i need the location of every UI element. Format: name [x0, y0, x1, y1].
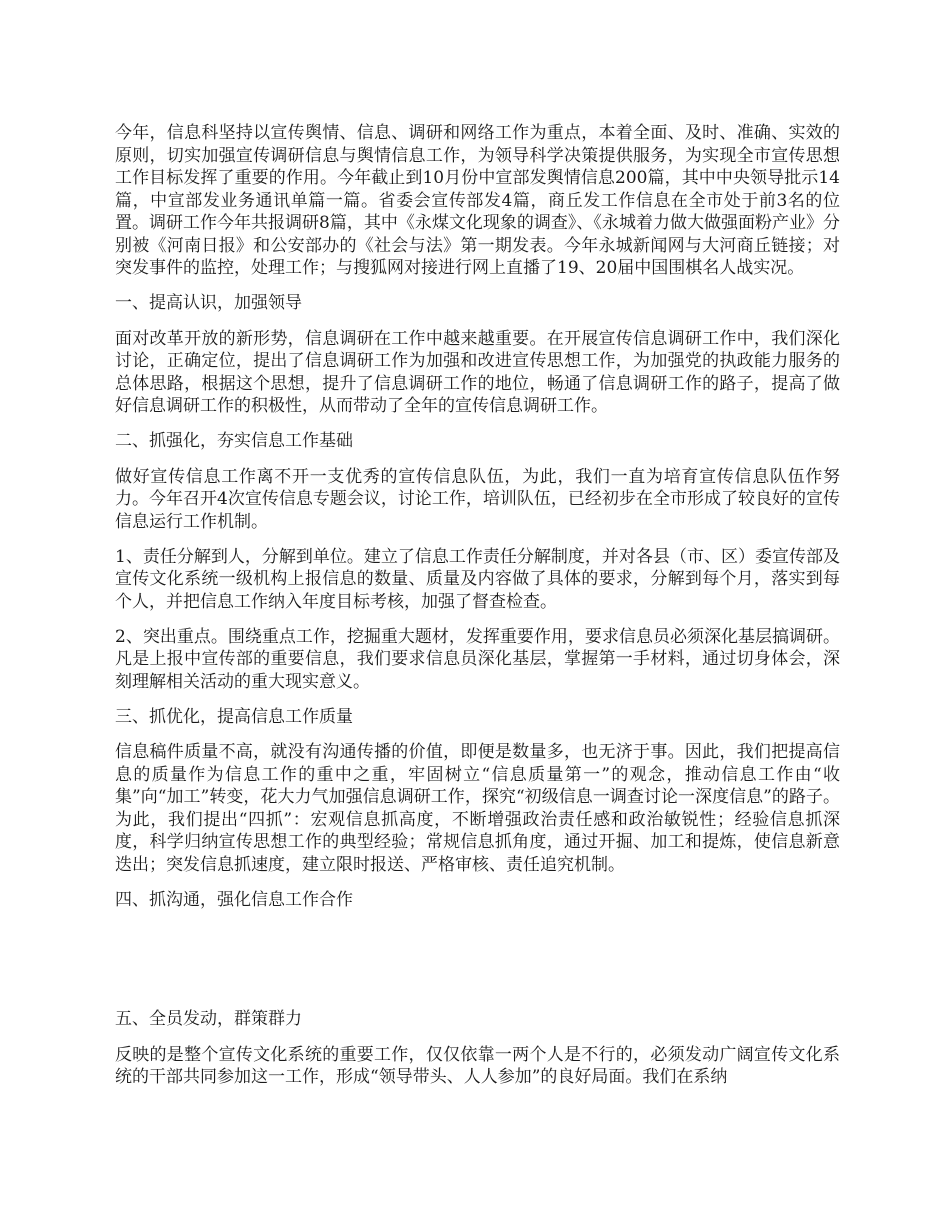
section-5-paragraph: 反映的是整个宣传文化系统的重要工作，仅仅依靠一两个人是不行的，必须发动广阔宣传文化系统的干部共同参加这一工作，形成“领导带头、人人参加”的良好局面。我们在系纳 — [115, 1044, 840, 1087]
intro-paragraph: 今年，信息科坚持以宣传舆情、信息、调研和网络工作为重点，本着全面、及时、准确、实效的原则，切实加强宣传调研信息与舆情信息工作，为领导科学决策提供服务，为实现全市宣传思想工作目标发挥了重要的作用。今年截止到10月份中宣部发舆情信息200篇，其中中央领导批示14篇，中宣部发业务通讯单篇一篇。省委会宣传部发4篇，商丘发工作信息在全市处于前3名的位置。调研工作今年共报调研8篇，其中《永煤文化现象的调查》、《永城着力做大做强面粉产业》分别被《河南日报》和公安部办的《社会与法》第一期发表。今年永城新闻网与大河商丘链接；对突发事件的监控，处理工作；与搜狐网对接进行网上直播了19、20届中国围棋名人战实况。 — [115, 123, 840, 278]
section-2-item-1: 1、责任分解到人，分解到单位。建立了信息工作责任分解制度，并对各县（市、区）委宣传部及宣传文化系统一级机构上报信息的数量、质量及内容做了具体的要求，分解到每个月，落实到每个人，并把信息工作纳入年度目标考核，加强了督查检查。 — [115, 546, 840, 612]
section-2-item-2: 2、突出重点。围绕重点工作，挖掘重大题材，发挥重要作用，要求信息员必须深化基层搞调研。凡是上报中宣传部的重要信息，我们要求信息员深化基层，掌握第一手材料，通过切身体会，深刻理解相关活动的重大现实意义。 — [115, 626, 840, 692]
section-2-paragraph: 做好宣传信息工作离不开一支优秀的宣传信息队伍，为此，我们一直为培育宣传信息队伍作努力。今年召开4次宣传信息专题会议，讨论工作，培训队伍，已经初步在全市形成了较良好的宣传信息运行工作机制。 — [115, 466, 840, 532]
section-heading-3: 三、抓优化，提高信息工作质量 — [115, 706, 353, 727]
section-1-paragraph: 面对改革开放的新形势，信息调研在工作中越来越重要。在开展宣传信息调研工作中，我们深化讨论，正确定位，提出了信息调研工作为加强和改进宣传思想工作，为加强党的执政能力服务的总体思路，根据这个思想，提升了信息调研工作的地位，畅通了信息调研工作的路子，提高了做好信息调研工作的积极性，从而带动了全年的宣传信息调研工作。 — [115, 328, 840, 416]
section-heading-1: 一、提高认识，加强领导 — [115, 293, 302, 313]
section-heading-2: 二、抓强化，夯实信息工作基础 — [115, 431, 353, 451]
document-body — [115, 122, 840, 1101]
section-heading-4: 四、抓沟通，强化信息工作合作 — [115, 889, 353, 910]
section-heading-5: 五、全员发动，群策群力 — [115, 1009, 302, 1029]
section-3-paragraph: 信息稿件质量不高，就没有沟通传播的价值，即便是数量多，也无济于事。因此，我们把提高信息的质量作为信息工作的重中之重，牢固树立“信息质量第一”的观念，推动信息工作由“收集”向“加工”转变，花大力气加强信息调研工作，探究“初级信息一调查讨论一深度信息”的路子。为此，我们提出“四抓”：宏观信息抓高度，不断增强政治责任感和政治敏锐性；经验信息抓深度，科学归纳宣传思想工作的典型经验；常规信息抓角度，通过开掘、加工和提炼，使信息新意迭出；突发信息抓速度，建立限时报送、严格审核、责任追究机制。 — [115, 742, 840, 875]
blank-gap — [115, 924, 840, 1008]
